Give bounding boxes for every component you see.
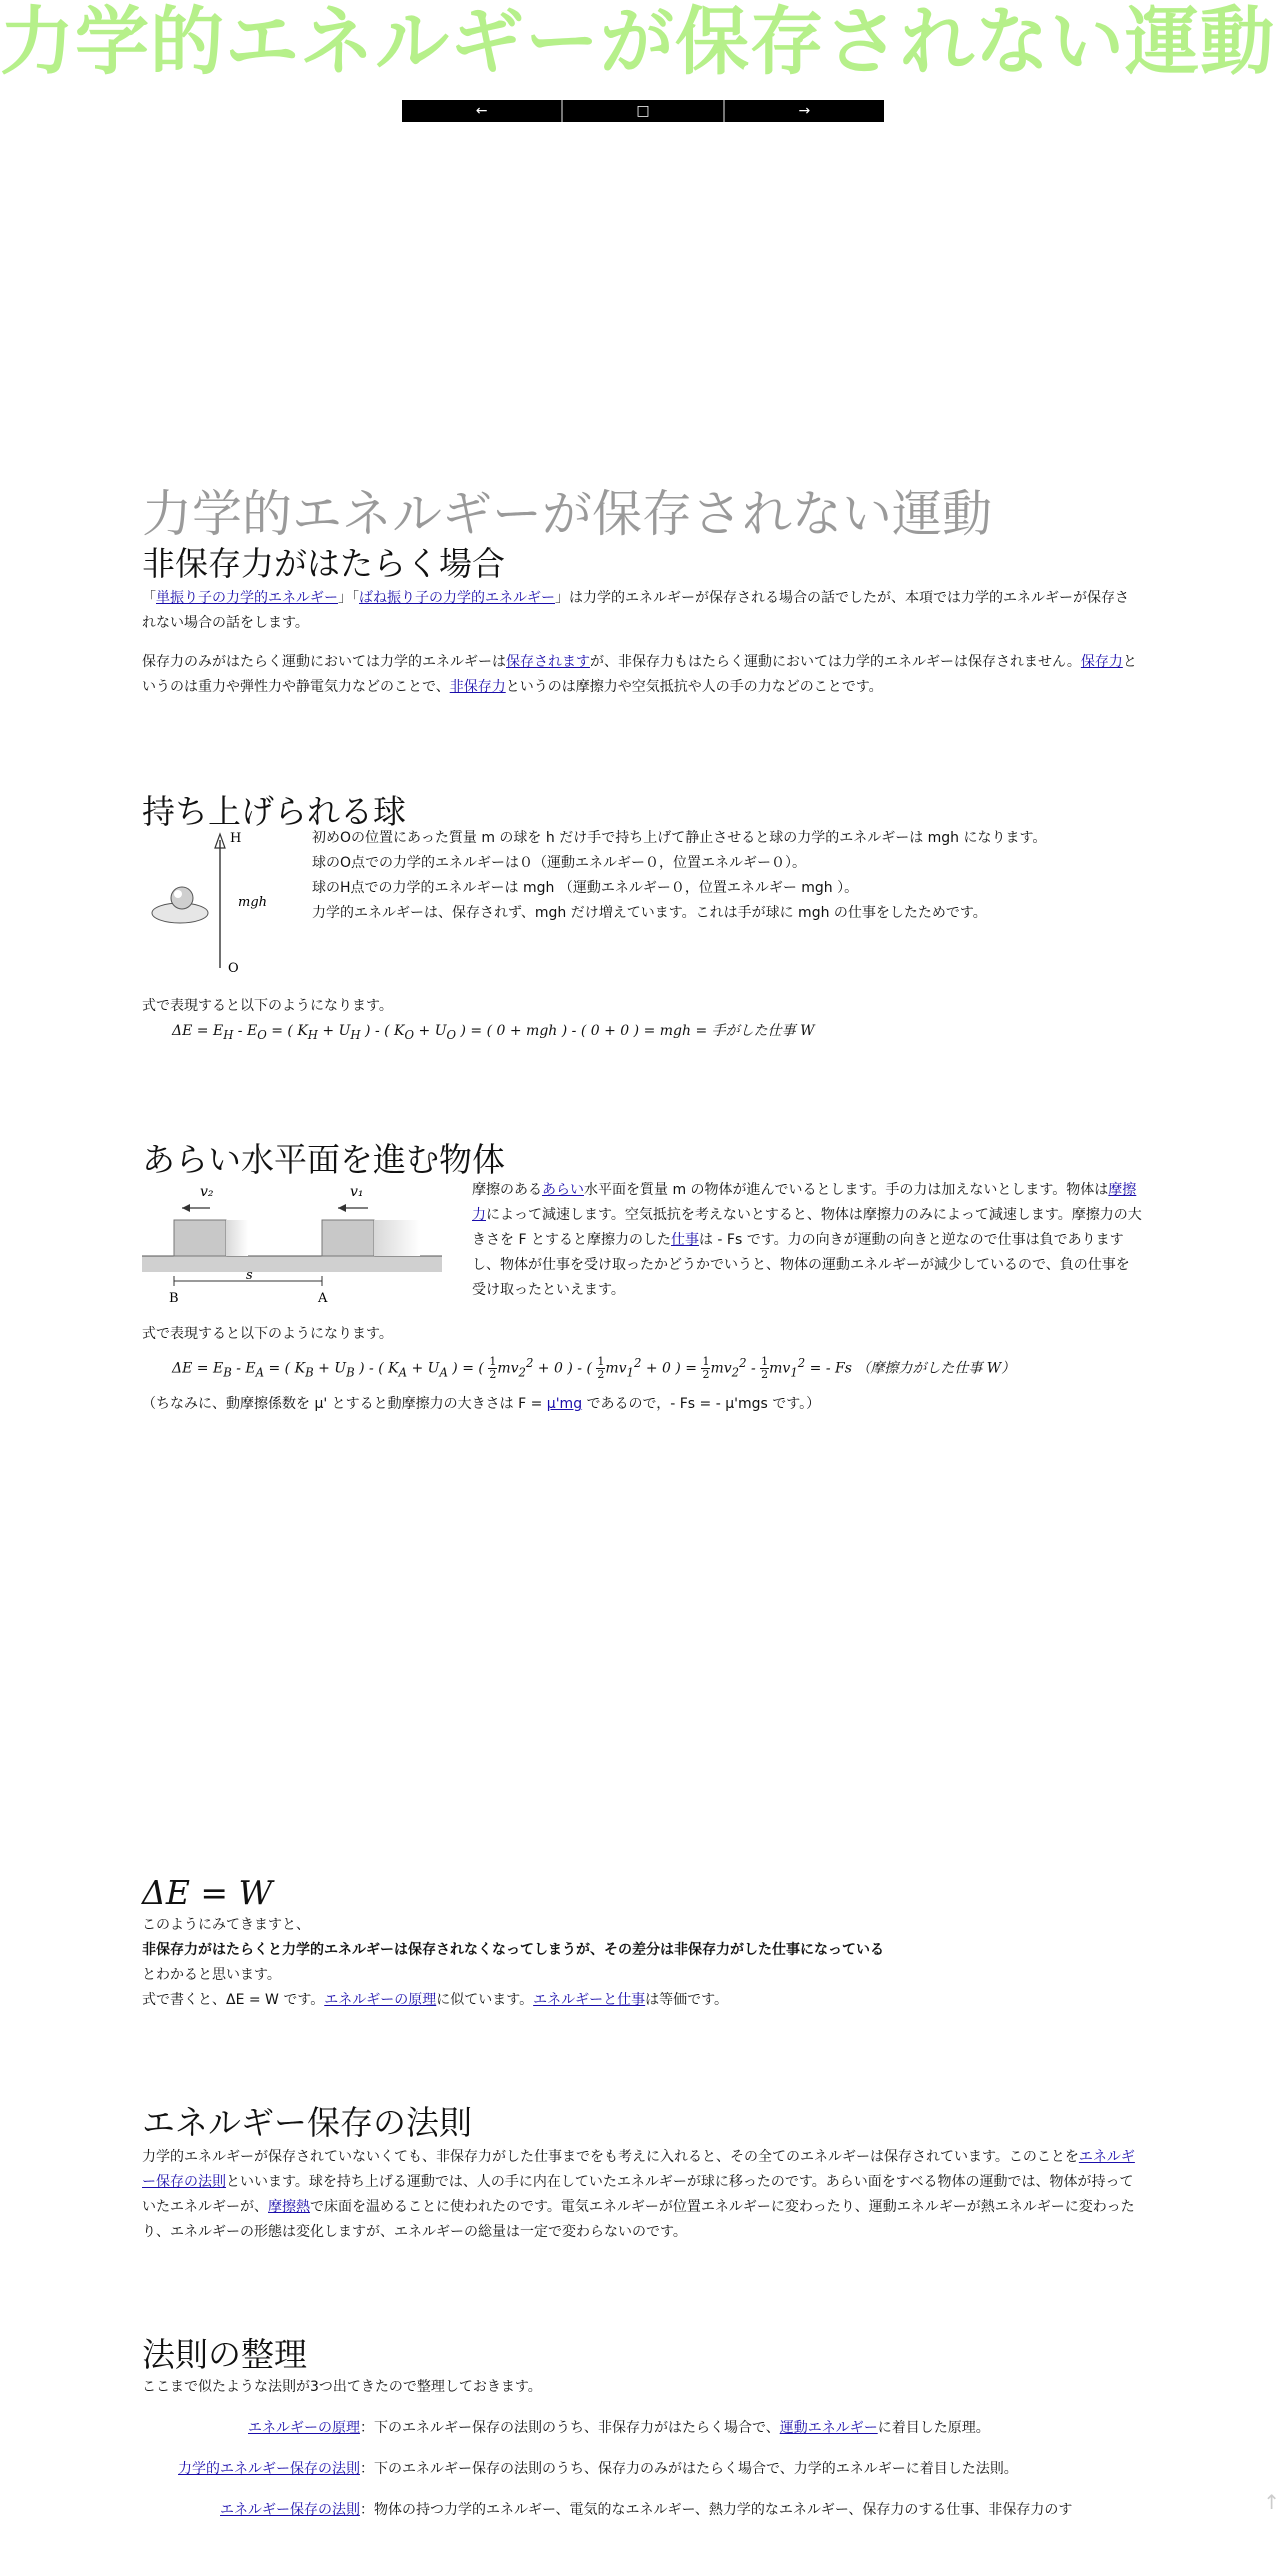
text-span: というのは摩擦力や空気抵抗や人の手の力などのことです。 <box>505 679 883 695</box>
eq-sub: 1 <box>626 1365 634 1380</box>
section-paragraph <box>142 650 1142 700</box>
eq-sub: A <box>398 1365 407 1380</box>
text-line: ここまで似たような法則が3つ出てきたので整理しておきます。 <box>142 2379 542 2396</box>
label-v1: v₁ <box>350 1183 364 1200</box>
text-span: は - Fs です。力の向きが運動の向きと逆なので仕事は負でありますし、物体が仕事を受け取ったかどうかでいうと、物体の運動エネルギーが減少しているので、負の仕事を受け取ったといえます。 <box>472 1231 1130 1298</box>
eq-sub: H <box>223 1027 234 1042</box>
eq-sup: 2 <box>525 1355 534 1370</box>
frac-num: 1 <box>761 1354 769 1368</box>
text-span: は等価です。 <box>645 1992 729 2009</box>
law-sep: ： <box>360 2461 374 2478</box>
eq-sub: B <box>346 1365 355 1380</box>
frac-den: 2 <box>489 1367 497 1381</box>
label-o: O <box>228 961 239 976</box>
text-line: 力学的エネルギーは、保存されず、mgh だけ増えています。これは手が球に mgh の仕事をしたためです。 <box>312 905 987 921</box>
link-spring-energy[interactable]: ばね振り子の力学的エネルギー <box>359 590 555 606</box>
eq-sub: H <box>307 1027 318 1042</box>
eq-sub: A <box>255 1365 265 1380</box>
text-span: に似ています。 <box>436 1992 534 2009</box>
text-span: に着目した原理。 <box>877 2420 990 2437</box>
text-span: というのは重力や弾性力や静電気力などのことで、 <box>142 654 1137 695</box>
fraction-half <box>596 1356 605 1381</box>
eq-part: - E <box>231 1360 256 1377</box>
link-pendulum-energy[interactable]: 単振り子の力学的エネルギー <box>156 590 338 606</box>
law-row <box>142 2416 1142 2441</box>
eq-part: mv <box>710 1360 732 1377</box>
eq-sub: 1 <box>790 1365 798 1380</box>
label-v2: v₂ <box>200 1183 214 1200</box>
eq-part: mv <box>605 1360 627 1377</box>
text-span: 」は力学的エネルギーが保存される場合の話でしたが、本項では力学的エネルギーが保存されない場合の話をします。 <box>142 590 1129 631</box>
section-paragraph <box>142 586 1142 636</box>
text-span: で床面を温めることに使われたのです。電気エネルギーが位置エネルギーに変わったり、運動エネルギーが熱エネルギーに変わったり、エネルギーの形態は変化しますが、エネルギーの総量は一定で変わらないのです。 <box>142 2199 1135 2241</box>
frac-den: 2 <box>702 1367 710 1381</box>
rough-surface-text <box>472 1178 1142 1318</box>
text-span: といいます。球を持ち上げる運動では、人の手に内在していたエネルギーが球に移ったのです。あらい面をすべる物体の運動では、物体が持っていたエネルギーが、 <box>142 2174 1134 2216</box>
link-conservation-law[interactable]: エネルギー保存の法則 <box>142 2149 1135 2191</box>
text-line: とわかると思います。 <box>142 1967 281 1984</box>
eq-part: - <box>746 1360 756 1377</box>
fraction-half <box>488 1356 497 1381</box>
rough-surface-diagram <box>142 1178 452 1318</box>
eq-part: ) = ( <box>447 1360 484 1377</box>
frac-num: 1 <box>597 1354 605 1368</box>
text-span: 水平面を質量 m の物体が進んでいるとします。手の力は加えないとします。物体は <box>584 1181 1109 1198</box>
eq-sub: O <box>404 1027 415 1042</box>
rough-surface-figure <box>142 1178 472 1318</box>
equation-lifted <box>172 1019 1142 1048</box>
text-span: 」「 <box>338 590 359 606</box>
law-term-link[interactable]: エネルギーの原理 <box>248 2420 360 2437</box>
text-line <box>142 1988 1142 2013</box>
eq-part: = ( K <box>264 1360 306 1377</box>
eq-part: = ( K <box>266 1023 308 1039</box>
section-heading-nonconservative: 非保存力がはたらく場合 <box>142 544 505 583</box>
friction-note <box>142 1392 1142 1417</box>
lifted-ball-figure <box>142 826 312 976</box>
text-line: 球のH点での力学的エネルギーは mgh （運動エネルギー０，位置エネルギー mgh ）。 <box>312 880 859 896</box>
fraction-half <box>760 1356 769 1381</box>
link-nonconservative-force[interactable]: 非保存力 <box>449 679 506 695</box>
eq-sub: O <box>257 1027 267 1042</box>
lifted-ball-diagram <box>142 826 312 976</box>
next-page-button[interactable]: → <box>725 100 884 122</box>
link-friction-heat[interactable]: 摩擦熱 <box>268 2199 310 2216</box>
eq-part: ΔE = E <box>172 1360 224 1377</box>
eq-part: + U <box>414 1023 447 1039</box>
scroll-to-top-icon[interactable]: ↑ <box>1263 2490 1280 2514</box>
eq-part: = - Fs （摩擦力がした仕事 W） <box>805 1360 1016 1377</box>
eq-part: - E <box>233 1023 258 1039</box>
law-sep: ： <box>360 2420 374 2437</box>
eq-part: mv <box>497 1360 519 1377</box>
link-energy-principle[interactable]: エネルギーの原理 <box>324 1992 437 2009</box>
eq-sup: 2 <box>633 1355 642 1370</box>
frac-num: 1 <box>489 1354 497 1368</box>
eq-sub: B <box>305 1365 314 1380</box>
section-heading-rough-surface: あらい水平面を進む物体 <box>142 1139 505 1179</box>
eq-sub: 2 <box>518 1365 526 1380</box>
eq-part: + 0 ) = <box>641 1360 698 1377</box>
label-b: B <box>169 1290 179 1306</box>
eq-part: + 0 ) - ( <box>533 1360 592 1377</box>
section-heading-delta-e: ΔE = W <box>142 1873 273 1913</box>
text-span: によって減速します。空気抵抗を考えないとすると、物体は摩擦力のみによって減速します。摩擦力の大きさを F とすると摩擦力のした <box>472 1206 1142 1248</box>
law-sep: ： <box>360 2502 374 2519</box>
link-work[interactable]: 仕事 <box>670 1231 699 1248</box>
link-conserved[interactable]: 保存されます <box>506 654 590 670</box>
section-paragraph <box>472 1178 1142 1303</box>
frac-den: 2 <box>597 1367 605 1381</box>
text-line: 球のO点での力学的エネルギーは０（運動エネルギー０，位置エネルギー０）。 <box>312 855 807 871</box>
page-title: 力学的エネルギーが保存されない運動 <box>142 485 992 543</box>
eq-part: ) = ( 0 + mgh ) - ( 0 + 0 ) = mgh = 手がした仕事 W <box>456 1023 815 1039</box>
text-span: であるので，- Fs = - μ'mgs です。） <box>582 1396 821 1413</box>
law-term-link[interactable]: 力学的エネルギー保存の法則 <box>178 2461 360 2478</box>
banner-title: 力学的エネルギーが保存されない運動 <box>0 0 1275 85</box>
text-line: このようにみてきますと、 <box>142 1917 310 1934</box>
eq-sub: A <box>439 1365 448 1380</box>
text-span: 式で書くと、ΔE = W です。 <box>142 1992 325 2009</box>
lifted-ball-text <box>312 826 1142 976</box>
eq-part: ) - ( K <box>354 1360 399 1377</box>
section-heading-lifted-ball: 持ち上げられる球 <box>142 792 406 831</box>
link-mu-mg[interactable]: μ'mg <box>546 1396 583 1413</box>
text-span: 摩擦のある <box>472 1181 542 1198</box>
text-span: （ちなみに、動摩擦係数を μ' とすると動摩擦力の大きさは F = <box>142 1396 547 1413</box>
link-kinetic-energy[interactable]: 運動エネルギー <box>779 2420 878 2437</box>
label-a: A <box>318 1290 328 1306</box>
equation-rough <box>172 1347 1142 1388</box>
eq-sub: B <box>223 1365 232 1380</box>
eq-part: ΔE = E <box>172 1023 224 1039</box>
section-paragraph <box>142 2145 1142 2245</box>
label-s: s <box>246 1267 253 1283</box>
link-friction[interactable]: 摩擦力 <box>472 1181 1137 1223</box>
eq-sup: 2 <box>797 1355 806 1370</box>
link-rough[interactable]: あらい <box>542 1181 584 1198</box>
frac-den: 2 <box>761 1367 769 1381</box>
frac-num: 1 <box>702 1354 710 1368</box>
eq-part: + U <box>407 1360 440 1377</box>
text-span: 力学的エネルギーが保存されていないくても、非保存力がした仕事までをも考えに入れると、その全てのエネルギーは保存されています。このことを <box>142 2149 1079 2166</box>
law-desc <box>360 2416 1142 2441</box>
law-desc <box>360 2457 1142 2482</box>
link-energy-and-work[interactable]: エネルギーと仕事 <box>533 1992 646 2009</box>
expression-intro: 式で表現すると以下のようになります。 <box>142 1325 393 1342</box>
text-line: 初めOの位置にあった質量 m の球を h だけ手で持ち上げて静止させると球の力学的エネルギーは mgh になります。 <box>312 830 1047 846</box>
eq-part: + U <box>317 1023 351 1039</box>
eq-sub: O <box>446 1027 457 1042</box>
link-conservative-force[interactable]: 保存力 <box>1080 654 1123 670</box>
eq-part: mv <box>769 1360 791 1377</box>
eq-sup: 2 <box>739 1355 747 1370</box>
home-button[interactable]: □ <box>563 100 724 122</box>
article <box>142 480 1142 2523</box>
text-span: が、非保存力もはたらく運動においては力学的エネルギーは保存されません。 <box>590 654 1081 670</box>
eq-sub: 2 <box>731 1365 740 1380</box>
section-heading-summary: 法則の整理 <box>142 2335 307 2375</box>
law-term-link[interactable]: エネルギー保存の法則 <box>220 2502 360 2519</box>
label-h: H <box>230 831 242 846</box>
text-span: 「 <box>142 590 156 606</box>
text-span: 保存力のみがはたらく運動においては力学的エネルギーは <box>142 654 506 670</box>
eq-sub: H <box>350 1027 361 1042</box>
text-span: 下のエネルギー保存の法則のうち、保存力のみがはたらく場合で、力学的エネルギーに着目した法則。 <box>374 2461 1018 2478</box>
eq-part: + U <box>313 1360 347 1377</box>
text-span: 下のエネルギー保存の法則のうち、非保存力がはたらく場合で、 <box>374 2420 780 2437</box>
eq-part: ) - ( K <box>360 1023 405 1039</box>
label-mgh: mgh <box>238 895 268 910</box>
page-nav <box>402 100 884 122</box>
prev-page-button[interactable]: ← <box>402 100 563 122</box>
expression-intro: 式で表現すると以下のようになります。 <box>142 998 393 1014</box>
key-statement: 非保存力がはたらくと力学的エネルギーは保存されなくなってしまうが、その差分は非保存力がした仕事になっている <box>142 1942 884 1959</box>
law-row <box>142 2498 1142 2523</box>
section-heading-conservation-law: エネルギー保存の法則 <box>142 2103 472 2143</box>
law-desc <box>360 2498 1142 2523</box>
law-row <box>142 2457 1142 2482</box>
text-span: 物体の持つ力学的エネルギー、電気的なエネルギー、熱力学的なエネルギー、保存力のする仕事、非保存力のす <box>374 2502 1073 2519</box>
